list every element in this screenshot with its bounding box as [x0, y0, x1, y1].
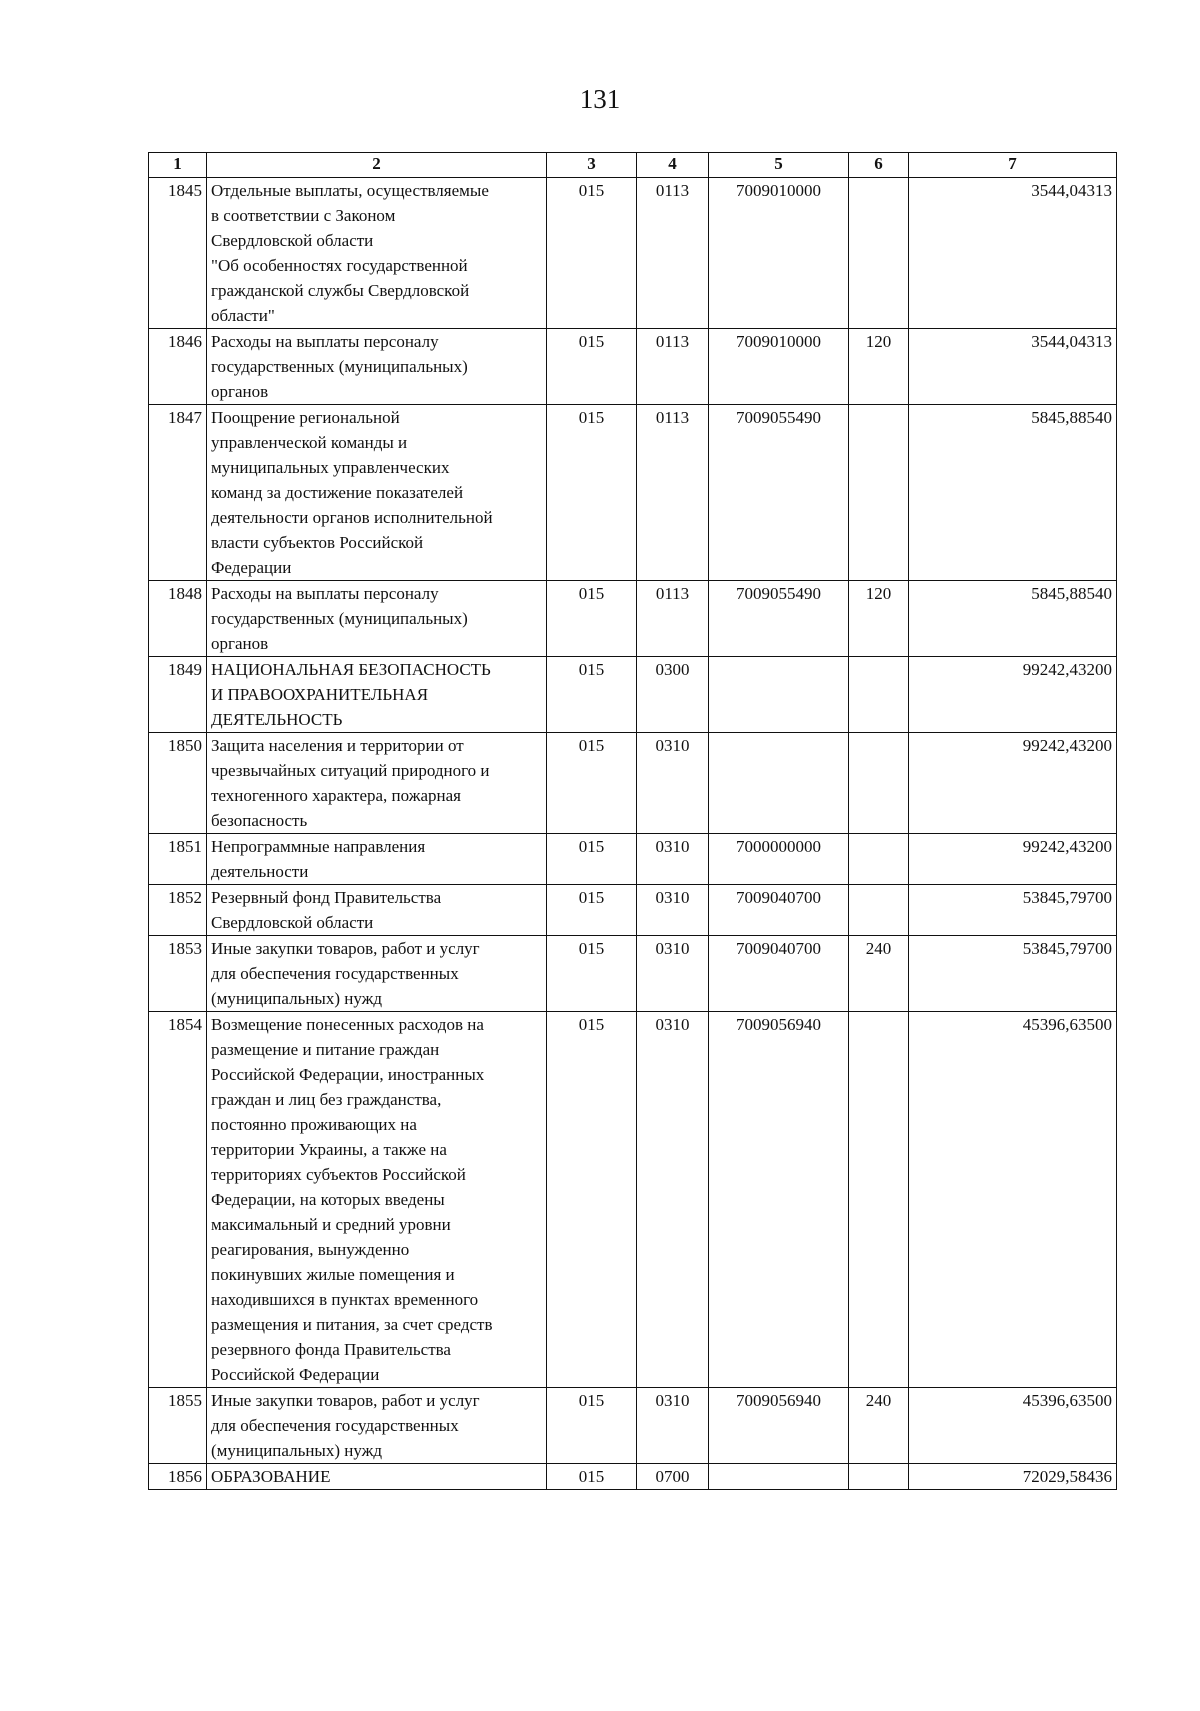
- amount-cell: 5845,88540: [909, 581, 1117, 657]
- description-line: Федерации, на которых введены: [211, 1190, 445, 1209]
- amount-cell: 99242,43200: [909, 657, 1117, 733]
- col-header: 5: [709, 153, 849, 178]
- expense-type-cell: 240: [849, 1388, 909, 1464]
- description-line: Защита населения и территории от: [211, 736, 464, 755]
- description-line: находившихся в пунктах временного: [211, 1290, 479, 1309]
- row-number-cell: 1845: [149, 178, 207, 329]
- description-line: Федерации: [211, 558, 292, 577]
- description-cell: [207, 733, 547, 834]
- description-line: органов: [211, 634, 269, 653]
- description-line: Российской Федерации: [211, 1365, 380, 1384]
- target-article-cell: 7009040700: [709, 885, 849, 936]
- expense-type-cell: [849, 178, 909, 329]
- description-line: Свердловской области: [211, 913, 374, 932]
- amount-cell: 3544,04313: [909, 329, 1117, 405]
- expense-type-cell: [849, 1464, 909, 1490]
- target-article-cell: 7000000000: [709, 834, 849, 885]
- ministry-code-cell: 015: [547, 178, 637, 329]
- row-number-cell: 1854: [149, 1012, 207, 1388]
- target-article-cell: [709, 733, 849, 834]
- description-line: территориях субъектов Российской: [211, 1165, 466, 1184]
- expense-type-cell: [849, 885, 909, 936]
- col-header: 3: [547, 153, 637, 178]
- section-code-cell: 0310: [637, 834, 709, 885]
- amount-cell: 5845,88540: [909, 405, 1117, 581]
- section-code-cell: 0700: [637, 1464, 709, 1490]
- section-code-cell: 0113: [637, 329, 709, 405]
- table-row: [149, 1012, 1117, 1388]
- section-code-cell: 0310: [637, 936, 709, 1012]
- description-cell: [207, 581, 547, 657]
- description-line: размещение и питание граждан: [211, 1040, 440, 1059]
- amount-cell: 53845,79700: [909, 885, 1117, 936]
- description-line: команд за достижение показателей: [211, 483, 464, 502]
- target-article-cell: 7009056940: [709, 1012, 849, 1388]
- description-cell: [207, 1464, 547, 1490]
- table-row: [149, 657, 1117, 733]
- description-line: Иные закупки товаров, работ и услуг: [211, 939, 480, 958]
- target-article-cell: 7009040700: [709, 936, 849, 1012]
- description-line: для обеспечения государственных: [211, 1416, 459, 1435]
- amount-cell: 3544,04313: [909, 178, 1117, 329]
- description-line: Расходы на выплаты персоналу: [211, 332, 439, 351]
- budget-table: [148, 152, 1117, 1490]
- expense-type-cell: [849, 834, 909, 885]
- description-line: граждан и лиц без гражданства,: [211, 1090, 442, 1109]
- row-number-cell: 1848: [149, 581, 207, 657]
- section-code-cell: 0310: [637, 733, 709, 834]
- row-number-cell: 1849: [149, 657, 207, 733]
- description-cell: [207, 178, 547, 329]
- amount-cell: 45396,63500: [909, 1388, 1117, 1464]
- row-number-cell: 1853: [149, 936, 207, 1012]
- section-code-cell: 0113: [637, 581, 709, 657]
- description-line: деятельности органов исполнительной: [211, 508, 493, 527]
- target-article-cell: 7009055490: [709, 581, 849, 657]
- ministry-code-cell: 015: [547, 1388, 637, 1464]
- description-line: Резервный фонд Правительства: [211, 888, 442, 907]
- section-code-cell: 0113: [637, 178, 709, 329]
- expense-type-cell: [849, 1012, 909, 1388]
- target-article-cell: 7009010000: [709, 329, 849, 405]
- ministry-code-cell: 015: [547, 936, 637, 1012]
- amount-cell: 99242,43200: [909, 733, 1117, 834]
- expense-type-cell: [849, 657, 909, 733]
- col-header: 2: [207, 153, 547, 178]
- description-line: безопасность: [211, 811, 308, 830]
- description-cell: [207, 405, 547, 581]
- description-line: управленческой команды и: [211, 433, 408, 452]
- description-line: в соответствии с Законом: [211, 206, 396, 225]
- row-number-cell: 1846: [149, 329, 207, 405]
- description-line: постоянно проживающих на: [211, 1115, 417, 1134]
- description-line: муниципальных управленческих: [211, 458, 450, 477]
- target-article-cell: 7009010000: [709, 178, 849, 329]
- amount-cell: 99242,43200: [909, 834, 1117, 885]
- description-line: государственных (муниципальных): [211, 609, 468, 628]
- ministry-code-cell: 015: [547, 405, 637, 581]
- description-line: ДЕЯТЕЛЬНОСТЬ: [211, 710, 343, 729]
- table-row: [149, 733, 1117, 834]
- table-row: [149, 329, 1117, 405]
- description-line: техногенного характера, пожарная: [211, 786, 461, 805]
- header-row: [149, 153, 1117, 178]
- target-article-cell: [709, 1464, 849, 1490]
- expense-type-cell: [849, 733, 909, 834]
- description-line: Свердловской области: [211, 231, 374, 250]
- description-line: Непрограммные направления: [211, 837, 426, 856]
- expense-type-cell: 240: [849, 936, 909, 1012]
- section-code-cell: 0113: [637, 405, 709, 581]
- row-number-cell: 1851: [149, 834, 207, 885]
- section-code-cell: 0300: [637, 657, 709, 733]
- description-line: чрезвычайных ситуаций природного и: [211, 761, 490, 780]
- section-code-cell: 0310: [637, 1012, 709, 1388]
- description-cell: [207, 1388, 547, 1464]
- description-line: (муниципальных) нужд: [211, 1441, 383, 1460]
- table-row: [149, 834, 1117, 885]
- description-cell: [207, 657, 547, 733]
- description-line: И ПРАВООХРАНИТЕЛЬНАЯ: [211, 685, 429, 704]
- description-line: (муниципальных) нужд: [211, 989, 383, 1008]
- table-row: [149, 405, 1117, 581]
- description-line: гражданской службы Свердловской: [211, 281, 470, 300]
- expense-type-cell: 120: [849, 581, 909, 657]
- description-line: деятельности: [211, 862, 309, 881]
- table-row: [149, 885, 1117, 936]
- description-line: "Об особенностях государственной: [211, 256, 468, 275]
- description-line: покинувших жилые помещения и: [211, 1265, 455, 1284]
- amount-cell: 53845,79700: [909, 936, 1117, 1012]
- description-line: резервного фонда Правительства: [211, 1340, 451, 1359]
- section-code-cell: 0310: [637, 1388, 709, 1464]
- table-row: [149, 1388, 1117, 1464]
- description-line: органов: [211, 382, 269, 401]
- section-code-cell: 0310: [637, 885, 709, 936]
- row-number-cell: 1850: [149, 733, 207, 834]
- description-line: Отдельные выплаты, осуществляемые: [211, 181, 489, 200]
- description-cell: [207, 885, 547, 936]
- amount-cell: 45396,63500: [909, 1012, 1117, 1388]
- description-line: области": [211, 306, 275, 325]
- table-row: [149, 581, 1117, 657]
- row-number-cell: 1856: [149, 1464, 207, 1490]
- description-cell: [207, 936, 547, 1012]
- ministry-code-cell: 015: [547, 1464, 637, 1490]
- ministry-code-cell: 015: [547, 885, 637, 936]
- target-article-cell: 7009055490: [709, 405, 849, 581]
- description-line: Возмещение понесенных расходов на: [211, 1015, 484, 1034]
- description-line: Иные закупки товаров, работ и услуг: [211, 1391, 480, 1410]
- col-header: 4: [637, 153, 709, 178]
- description-line: Поощрение региональной: [211, 408, 400, 427]
- ministry-code-cell: 015: [547, 329, 637, 405]
- target-article-cell: 7009056940: [709, 1388, 849, 1464]
- description-line: Расходы на выплаты персоналу: [211, 584, 439, 603]
- amount-cell: 72029,58436: [909, 1464, 1117, 1490]
- table-row: [149, 1464, 1117, 1490]
- row-number-cell: 1852: [149, 885, 207, 936]
- description-line: размещения и питания, за счет средств: [211, 1315, 493, 1334]
- table-row: [149, 178, 1117, 329]
- target-article-cell: [709, 657, 849, 733]
- row-number-cell: 1847: [149, 405, 207, 581]
- col-header: 6: [849, 153, 909, 178]
- description-line: НАЦИОНАЛЬНАЯ БЕЗОПАСНОСТЬ: [211, 660, 491, 679]
- description-line: власти субъектов Российской: [211, 533, 424, 552]
- description-line: для обеспечения государственных: [211, 964, 459, 983]
- ministry-code-cell: 015: [547, 581, 637, 657]
- description-line: территории Украины, а также на: [211, 1140, 447, 1159]
- description-cell: [207, 1012, 547, 1388]
- description-line: государственных (муниципальных): [211, 357, 468, 376]
- ministry-code-cell: 015: [547, 1012, 637, 1388]
- ministry-code-cell: 015: [547, 834, 637, 885]
- col-header: 7: [909, 153, 1117, 178]
- table-row: [149, 936, 1117, 1012]
- expense-type-cell: 120: [849, 329, 909, 405]
- page-number: 131: [579, 84, 621, 114]
- expense-type-cell: [849, 405, 909, 581]
- description-line: ОБРАЗОВАНИЕ: [211, 1467, 331, 1486]
- ministry-code-cell: 015: [547, 733, 637, 834]
- row-number-cell: 1855: [149, 1388, 207, 1464]
- description-cell: [207, 329, 547, 405]
- col-header: 1: [149, 153, 207, 178]
- ministry-code-cell: 015: [547, 657, 637, 733]
- description-line: максимальный и средний уровни: [211, 1215, 451, 1234]
- description-line: реагирования, вынужденно: [211, 1240, 410, 1259]
- description-cell: [207, 834, 547, 885]
- description-line: Российской Федерации, иностранных: [211, 1065, 485, 1084]
